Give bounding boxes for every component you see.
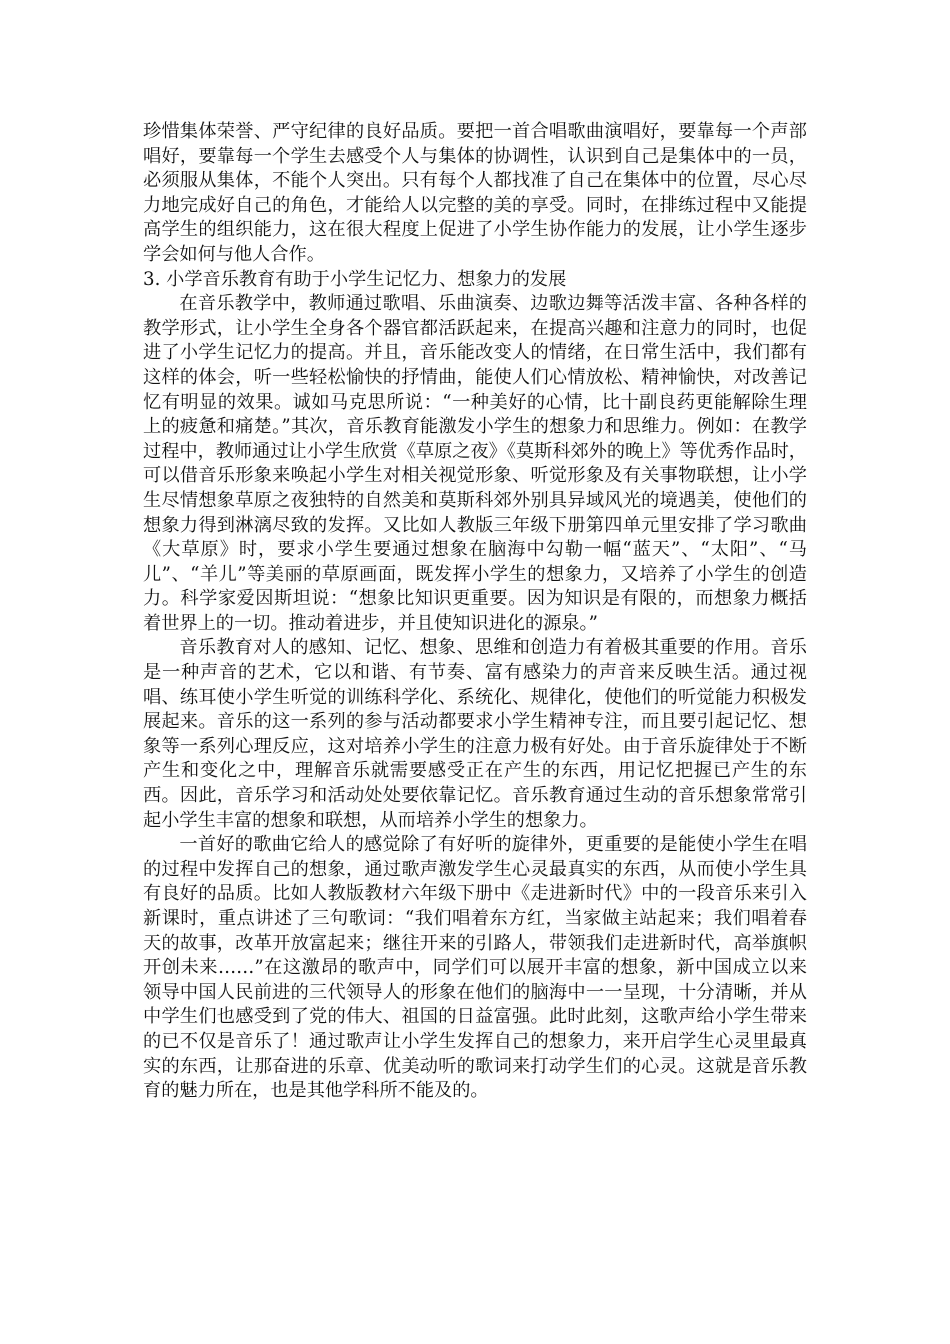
section-heading: 3. 小学音乐教育有助于小学生记忆力、想象力的发展 — [143, 268, 567, 290]
paragraph-perception: 音乐教育对人的感知、记忆、想象、思维和创造力有着极其重要的作用。音乐是一种声音的艺术，它以和谐、有节奏、富有感染力的声音来反映生活。通过视唱、练耳使小学生听觉的训练科学化、系统化、规律化，使他们的听觉能力积极发展起来。音乐的这一系列的参与活动都要求小学生精神专注，而且要引起记忆、想象等一系列心理反应，这对培养小学生的注意力极有好处。由于音乐旋律处于不断产生和变化之中，理解音乐就需要感受正在产生的东西，用记忆把握已产生的东西。因此，音乐学习和活动处处要依靠记忆。音乐教育通过生动的音乐想象常常引起小学生丰富的想象和联想，从而培养小学生的想象力。 — [143, 637, 807, 831]
paragraph-memory-imagination: 在音乐教学中，教师通过歌唱、乐曲演奏、边歌边舞等活泼丰富、各种各样的教学形式，让小学生全身各个器官都活跃起来，在提高兴趣和注意力的同时，也促进了小学生记忆力的提高。并且，音乐能改变人的情绪，在日常生活中，我们都有这样的体会，听一些轻松愉快的抒情曲，能使人们心情放松、精神愉快，对改善记忆有明显的效果。诚如马克思所说：“一种美好的心情，比十副良药更能解除生理上的疲惫和痛楚。”其次，音乐教育能激发小学生的想象力和思维力。例如：在教学过程中，教师通过让小学生欣赏《草原之夜》《莫斯科郊外的晚上》等优秀作品时，可以借音乐形象来唤起小学生对相关视觉形象、听觉形象及有关事物联想，让小学生尽情想象草原之夜独特的自然美和莫斯科郊外别具异域风光的境遇美，使他们的想象力得到淋漓尽致的发挥。又比如人教版三年级下册第四单元里安排了学习歌曲《大草原》时，要求小学生要通过想象在脑海中勾勒一幅“蓝天”、“太阳”、“马儿”、“羊儿”等美丽的草原画面，既发挥小学生的想象力，又培养了小学生的创造力。科学家爱因斯坦说：“想象比知识更重要。因为知识是有限的，而想象力概括着世界上的一切。推动着进步，并且使知识进化的源泉。” — [143, 293, 807, 634]
document-body — [143, 120, 807, 1104]
paragraph-song-example: 一首好的歌曲它给人的感觉除了有好听的旋律外，更重要的是能使小学生在唱的过程中发挥自己的想象，通过歌声激发学生心灵最真实的东西，从而使小学生具有良好的品质。比如人教版教材六年级下册中《走进新时代》中的一段音乐来引入新课时，重点讲述了三句歌词：“我们唱着东方红，当家做主站起来；我们唱着春天的故事，改革开放富起来；继往开来的引路人，带领我们走进新时代，高举旗帜开创未来……”在这激昂的歌声中，同学们可以展开丰富的想象，新中国成立以来领导中国人民前进的三代领导人的形象在他们的脑海中一一呈现，十分清晰，并从中学生们也感受到了党的伟大、祖国的日益富强。此时此刻，这歌声给小学生带来的已不仅是音乐了！通过歌声让小学生发挥自己的想象力，来开启学生心灵里最真实的东西，让那奋进的乐章、优美动听的歌词来打动学生们的心灵。这就是音乐教育的魅力所在，也是其他学科所不能及的。 — [143, 834, 807, 1102]
paragraph-continuation: 珍惜集体荣誉、严守纪律的良好品质。要把一首合唱歌曲演唱好，要靠每一个声部唱好，要靠每一个学生去感受个人与集体的协调性，认识到自己是集体中的一员，必须服从集体，不能个人突出。只有每个人都找准了自己在集体中的位置，尽心尽力地完成好自己的角色，才能给人以完整的美的享受。同时，在排练过程中又能提高学生的组织能力，这在很大程度上促进了小学生协作能力的发展，让小学生逐步学会如何与他人合作。 — [143, 121, 807, 265]
